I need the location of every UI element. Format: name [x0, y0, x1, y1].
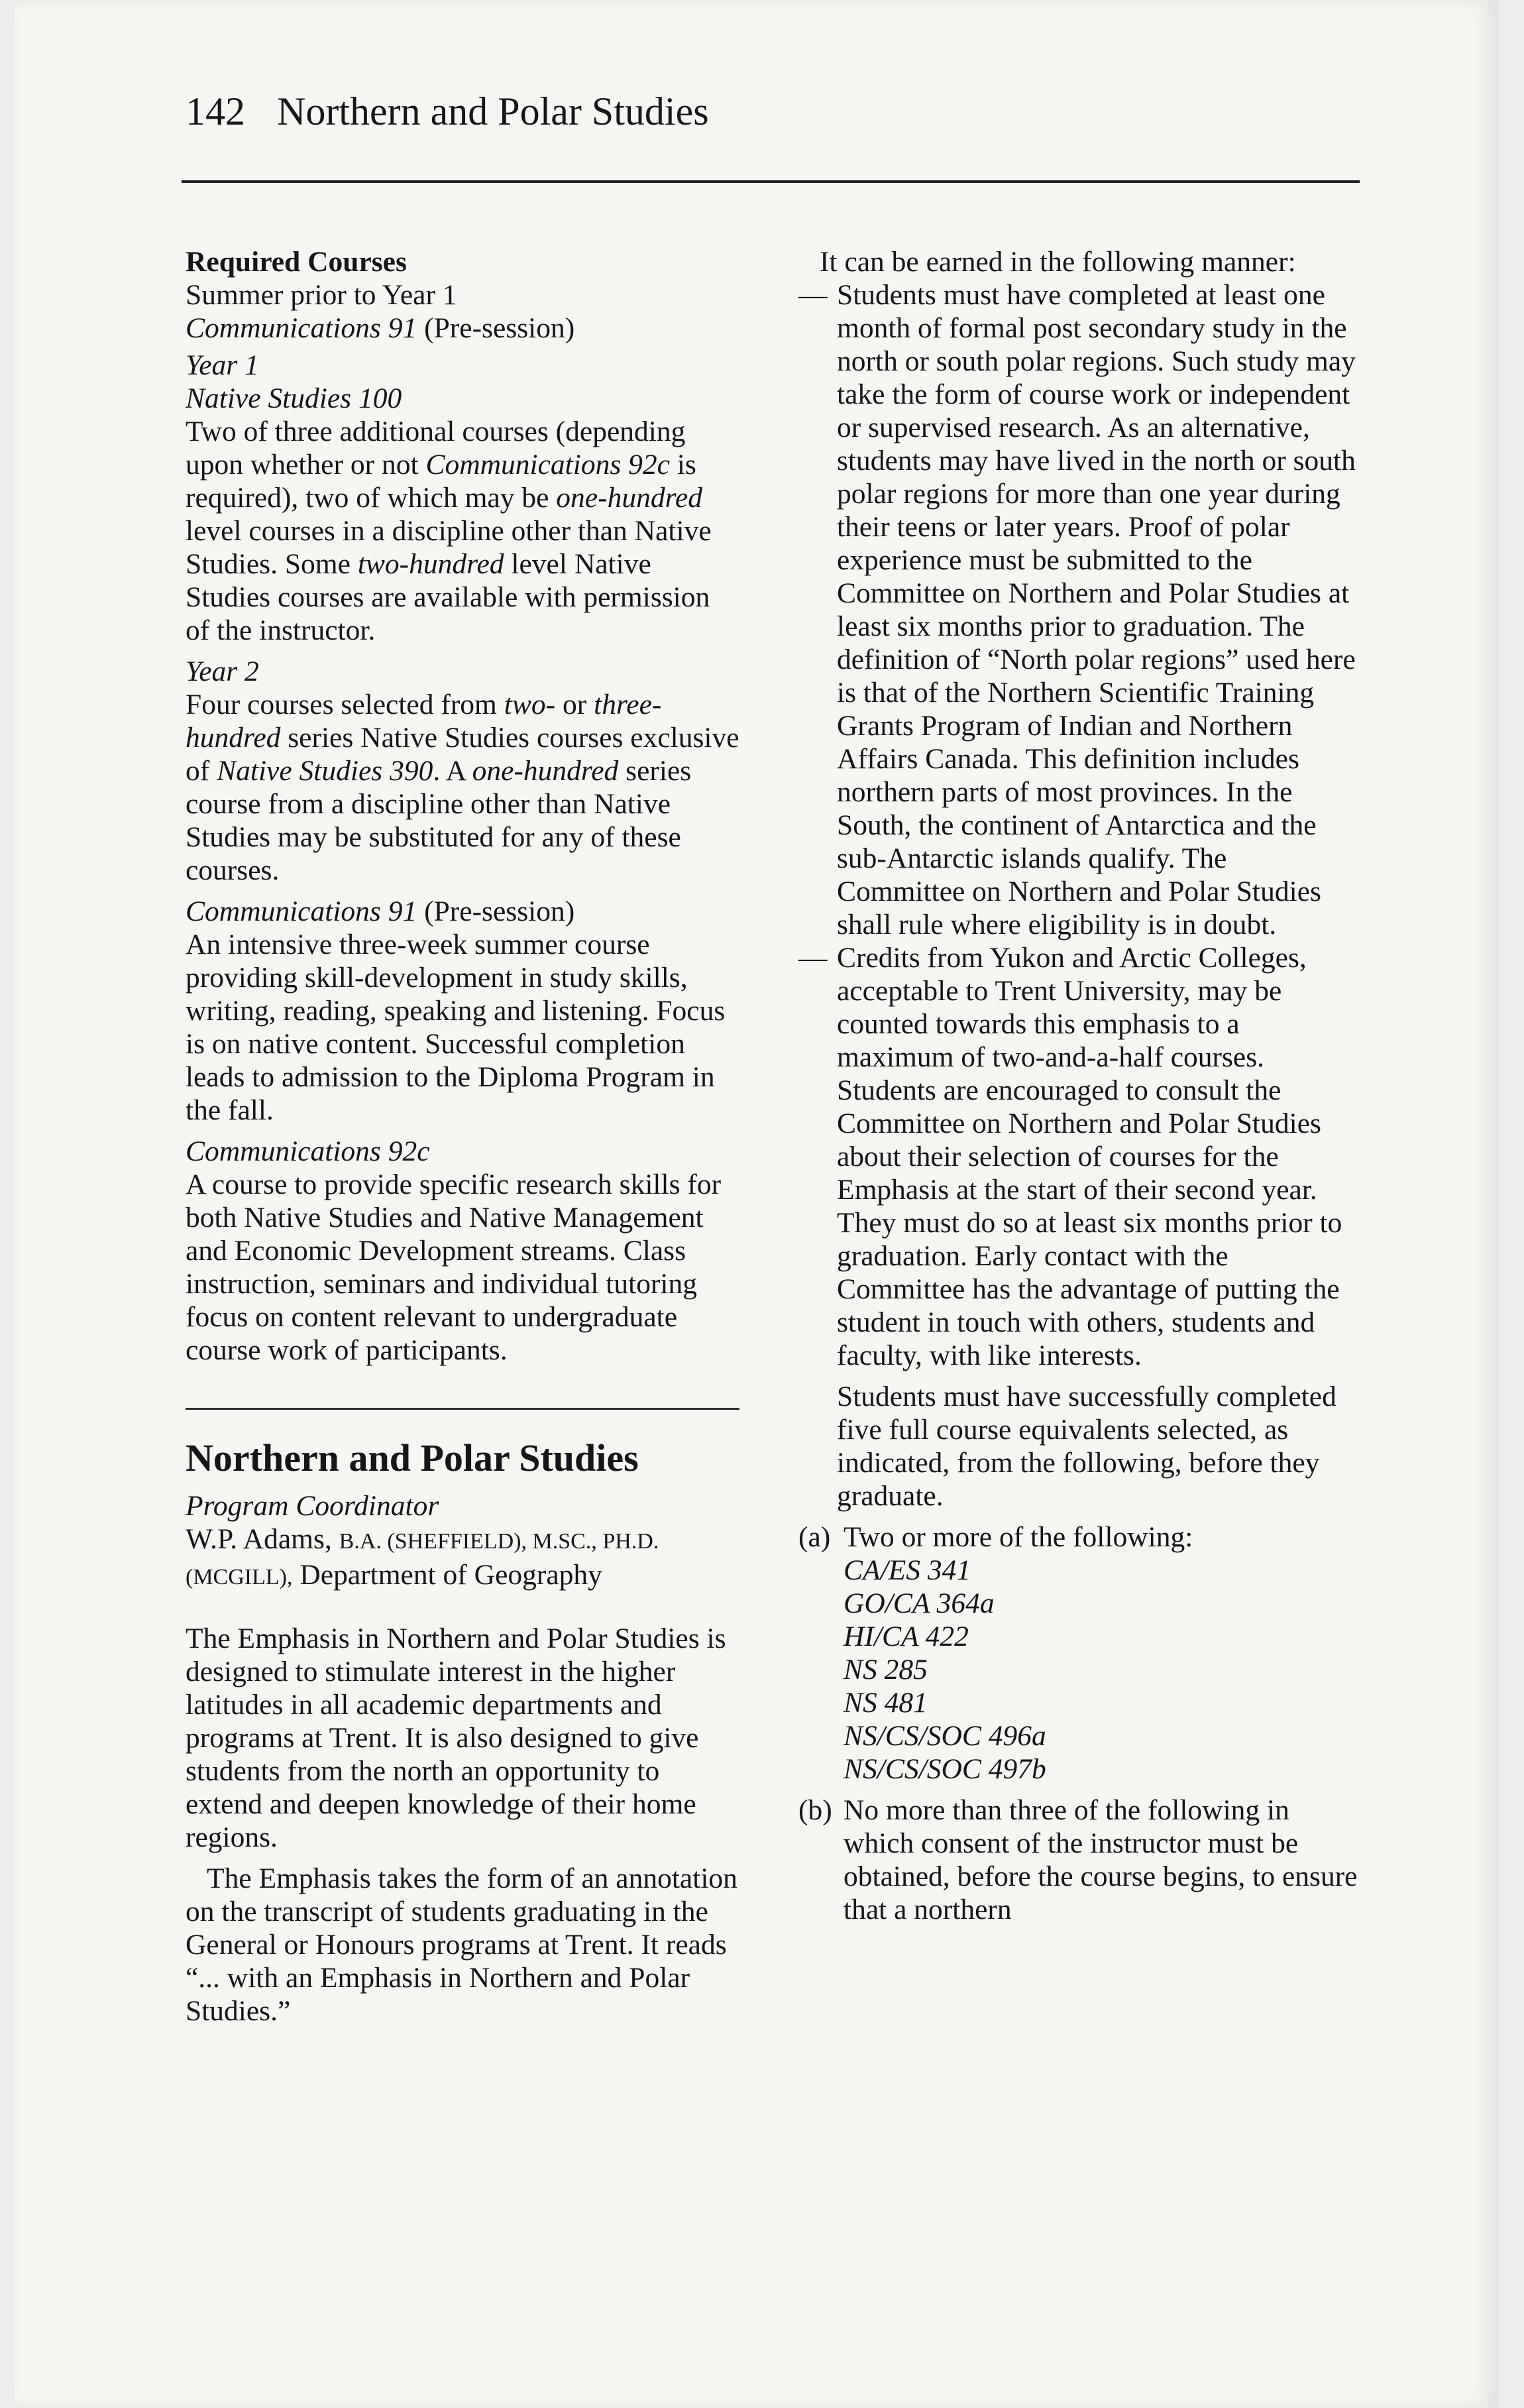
course-note: (Pre-session) [417, 312, 575, 344]
text-run: three-hundred [186, 689, 662, 754]
text-run: Communications 92c [425, 449, 670, 481]
text-run: two- [504, 689, 556, 720]
course-title: Communications 91 [186, 895, 417, 927]
comm92c-description: A course to provide specific research skills for both Native Studies and Native Management and Economic Development streams. Class instruction, seminars and individual tutoring focus on content relevant to undergraduate course work of participants. [186, 1169, 722, 1366]
coordinator-degrees: B.A. (SHEFFIELD), M.SC., [339, 1529, 603, 1554]
comm92c-heading: Communications 92c [186, 1135, 430, 1167]
course-title: Communications 91 [186, 312, 417, 344]
completion-requirement: Students must have successfully completed five full course equivalents selected, as indicated, from the following, before they graduate. [837, 1381, 1336, 1512]
left-column [186, 245, 741, 2028]
required-courses-heading: Required Courses [186, 246, 407, 278]
text-run: series Native Studies courses exclusive of [186, 722, 739, 787]
text-run: one-hundred [472, 755, 619, 787]
course-list [798, 1554, 1362, 1786]
course-code: HI/CA 422 [844, 1621, 969, 1652]
requirement-text-1: Students must have completed at least one month of formal post secondary study in the north or south polar regions. Such study may take the form of course work or independent or supervised research. As an alternative, students may have lived in the north or south polar regions for more than one year during their teens or later years. Proof of polar experience must be submitted to the Committee on Northern and Polar Studies at least six months prior to graduation. The definition of “North polar regions” used here is that of the Northern Scientific Training Grants Program of Indian and Northern Affairs Canada. This definition includes northern parts of most provinces. In the South, the continent of Antarctica and the sub-Antarctic islands qualify. The Committee on Northern and Polar Studies shall rule where eligibility is in doubt. [837, 279, 1356, 941]
page-number: 142 [186, 89, 245, 133]
text-run: level courses in a discipline other than Native Studies. Some [186, 515, 712, 580]
coordinator-degrees-2: PH.D. (MCGILL), [186, 1529, 659, 1589]
list-text-a: Two or more of the following: [844, 1521, 1193, 1553]
list-item-a [798, 1520, 1362, 1554]
list-text-b: No more than three of the following in which consent of the instructor must be obtained, before the course begins, to ensure that a northern [844, 1794, 1358, 1925]
page-header [186, 91, 709, 131]
coordinator-name: W.P. Adams, [186, 1523, 339, 1555]
requirement-item-1 [798, 278, 1362, 941]
year1-description [186, 415, 741, 647]
dash-mark: — [798, 279, 828, 311]
text-run: two-hundred [357, 548, 504, 580]
text-run: Four courses selected from [186, 689, 504, 720]
course-code: NS/CS/SOC 497b [844, 1753, 1046, 1785]
text-run: one-hundred [556, 482, 702, 514]
text-run: is required), two of which may be [186, 449, 696, 514]
section-divider [186, 1408, 739, 1410]
text-run: level Native Studies courses are available with permission of the instructor. [186, 548, 710, 646]
right-column [798, 245, 1362, 1926]
document-page [15, 0, 1499, 2408]
text-run: . A [433, 755, 472, 787]
running-title: Northern and Polar Studies [277, 89, 709, 133]
section-title: Northern and Polar Studies [186, 1436, 639, 1479]
dash-mark: — [798, 942, 828, 974]
course-code: GO/CA 364a [844, 1587, 995, 1619]
list-marker-b: (b) [798, 1794, 832, 1826]
course-code: CA/ES 341 [844, 1554, 971, 1586]
text-run: series course from a discipline other than Native Studies may be substituted for any of these courses. [186, 755, 692, 886]
course-note: (Pre-session) [417, 895, 575, 927]
emphasis-paragraph-2: The Emphasis takes the form of an annotation on the transcript of students graduating in the General or Honours programs at Trent. It reads “... with an Emphasis in Northern and Polar Studies.” [186, 1863, 737, 2027]
comm91-heading [186, 895, 741, 928]
text-run: or [555, 689, 594, 720]
requirement-text-2: Credits from Yukon and Arctic Colleges, acceptable to Trent University, may be counted towards this emphasis to a maximum of two-and-a-half courses. Students are encouraged to consult the Committee on Northern and Polar Studies about their selection of courses for the Emphasis at the start of their second year. They must do so at least six months prior to graduation. Early contact with the Committee has the advantage of putting the student in touch with others, students and faculty, with like interests. [837, 942, 1342, 1371]
ns100-line: Native Studies 100 [186, 382, 402, 414]
list-marker-a: (a) [798, 1521, 831, 1553]
year2-description [186, 688, 741, 887]
comm91-line [186, 312, 741, 345]
coordinator-department: Department of Geography [292, 1559, 602, 1591]
summer-line: Summer prior to Year 1 [186, 279, 457, 311]
text-run: Two of three additional courses (depending upon whether or not [186, 416, 686, 481]
emphasis-paragraph-1: The Emphasis in Northern and Polar Studies is designed to stimulate interest in the higher latitudes in all academic departments and programs at Trent. It is also designed to give students from the north an opportunity to extend and deepen knowledge of their home regions. [186, 1623, 726, 1853]
intro-text: It can be earned in the following manner: [820, 246, 1296, 278]
coordinator-label: Program Coordinator [186, 1490, 439, 1522]
requirement-item-2 [798, 941, 1362, 1372]
comm91-description: An intensive three-week summer course providing skill-development in study skills, writing, reading, speaking and listening. Focus is on native content. Successful completion leads to admission to the Diploma Program in the fall. [186, 929, 726, 1126]
year2-heading: Year 2 [186, 656, 259, 687]
coordinator-info [186, 1522, 741, 1594]
course-code: NS 285 [844, 1654, 928, 1686]
year1-heading: Year 1 [186, 349, 259, 381]
course-code: NS 481 [844, 1687, 928, 1719]
text-run: Native Studies 390 [217, 755, 433, 787]
course-code: NS/CS/SOC 496a [844, 1720, 1046, 1752]
header-rule [182, 180, 1360, 183]
list-item-b [798, 1794, 1362, 1926]
